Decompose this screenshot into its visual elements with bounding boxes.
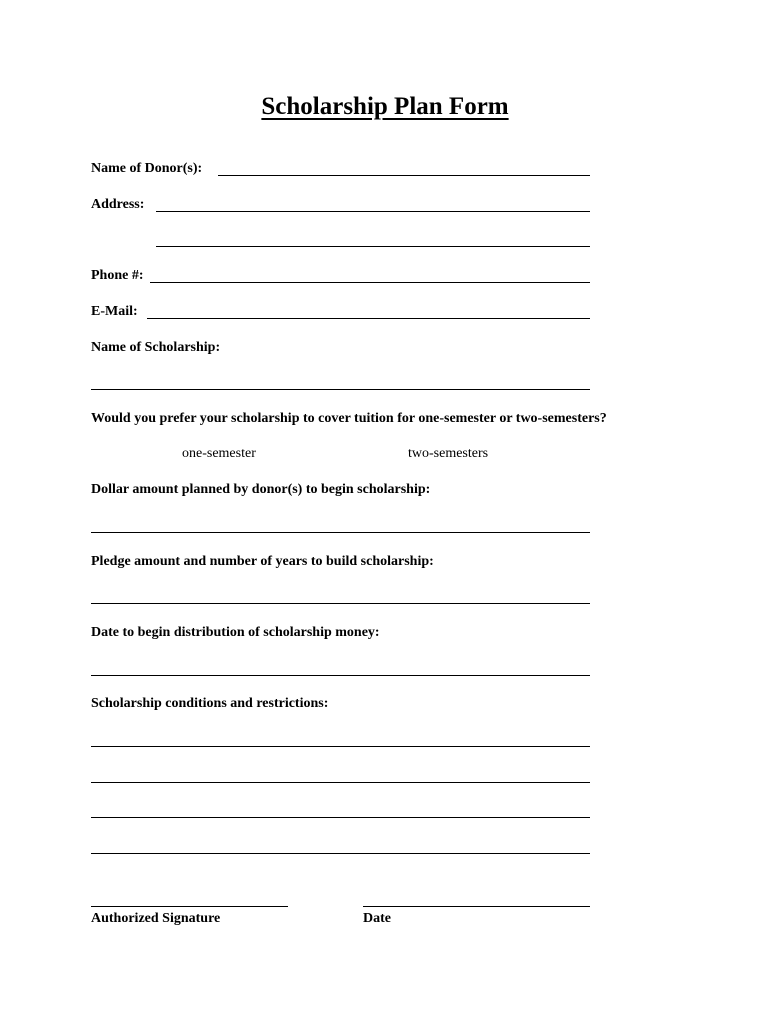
form-title: Scholarship Plan Form <box>261 93 509 120</box>
address-field-line-1[interactable] <box>156 211 590 212</box>
scholarship-name-label: Name of Scholarship: <box>91 340 221 355</box>
conditions-field-line-3[interactable] <box>91 817 590 818</box>
option-two-semesters[interactable]: two-semesters <box>408 446 489 461</box>
phone-field[interactable] <box>150 282 590 283</box>
donor-name-field[interactable] <box>218 175 590 176</box>
email-label: E-Mail: <box>91 304 138 319</box>
date-label: Date <box>363 911 391 926</box>
distribution-date-label: Date to begin distribution of scholarship money: <box>91 625 380 640</box>
pledge-field[interactable] <box>91 603 590 604</box>
conditions-field-line-2[interactable] <box>91 782 590 783</box>
pledge-label: Pledge amount and number of years to build scholarship: <box>91 554 434 569</box>
scholarship-name-field[interactable] <box>91 389 590 390</box>
phone-label: Phone #: <box>91 268 144 283</box>
address-label: Address: <box>91 197 145 212</box>
signature-label: Authorized Signature <box>91 911 221 926</box>
address-field-line-2[interactable] <box>156 246 590 247</box>
conditions-label: Scholarship conditions and restrictions: <box>91 696 329 711</box>
option-one-semester[interactable]: one-semester <box>182 446 256 461</box>
date-field[interactable] <box>363 906 590 907</box>
conditions-field-line-1[interactable] <box>91 746 590 747</box>
semester-question: Would you prefer your scholarship to cover tuition for one-semester or two-semesters? <box>91 411 607 426</box>
conditions-field-line-4[interactable] <box>91 853 590 854</box>
dollar-amount-label: Dollar amount planned by donor(s) to begin scholarship: <box>91 482 431 497</box>
dollar-amount-field[interactable] <box>91 532 590 533</box>
distribution-date-field[interactable] <box>91 675 590 676</box>
donor-name-label: Name of Donor(s): <box>91 161 203 176</box>
signature-field[interactable] <box>91 906 288 907</box>
email-field[interactable] <box>147 318 590 319</box>
